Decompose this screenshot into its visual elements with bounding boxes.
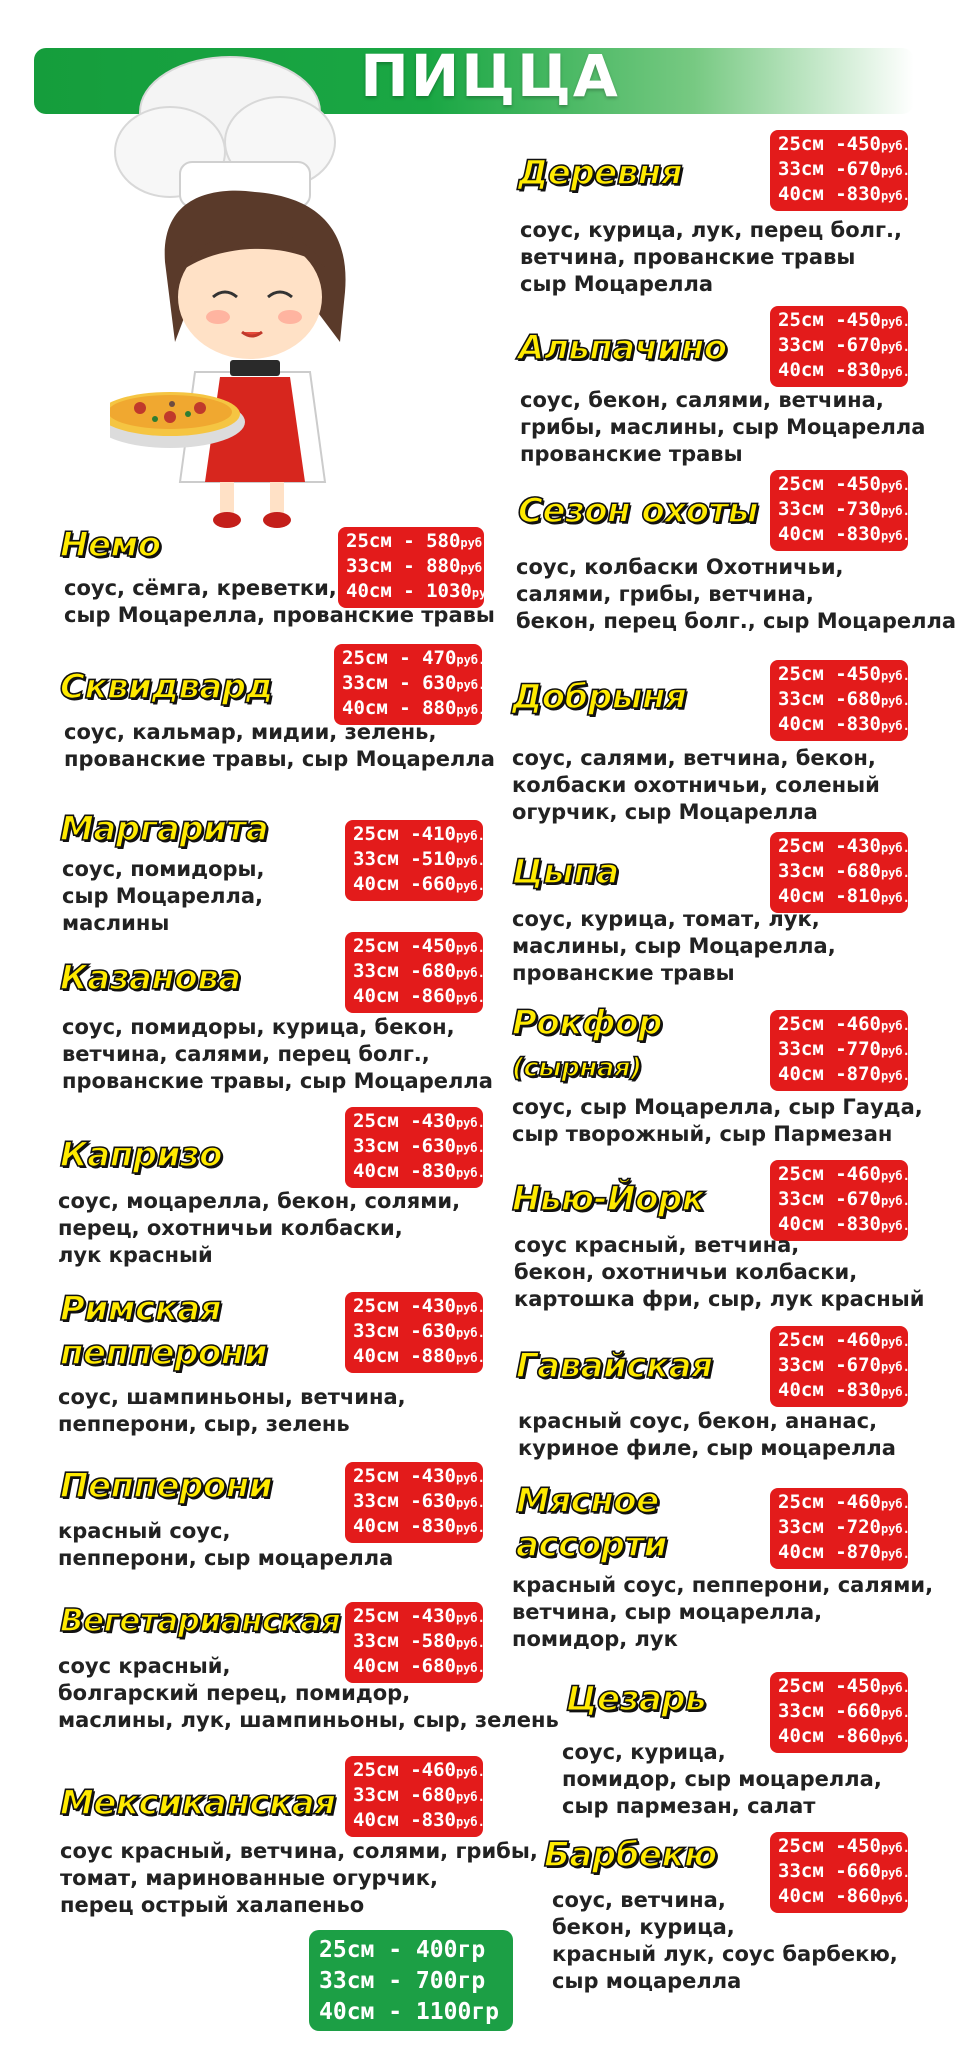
pizza-name-roman-pepperoni: Римская (60, 1289, 222, 1329)
pizza-name-meat-assorted-line2: ассорти (516, 1525, 667, 1565)
pizza-name-pepperoni: Пепперони (60, 1466, 273, 1506)
pizza-name-tsypa: Цыпа (512, 852, 619, 892)
pizza-desc-hawaiian: красный соус, бекон, ананас, куриное филе, сыр моцарелла (518, 1409, 896, 1460)
price-box-caprizo: 25см -430руб. 33см -630руб. 40см -830руб. (345, 1107, 483, 1188)
pizza-name-roquefort-line2: (сырная) (512, 1053, 642, 1083)
price-box-tsypa: 25см -430руб. 33см -680руб. 40см -810руб. (770, 832, 908, 913)
pizza-name-caprizo: Капризо (60, 1135, 223, 1175)
chef-girl-illustration (110, 42, 390, 542)
price-box-bbq: 25см -450руб. 33см -660руб. 40см -860руб. (770, 1832, 908, 1913)
pizza-desc-pepperoni: красный соус, пепперони, сыр моцарелла (58, 1519, 394, 1570)
pizza-name-margarita: Маргарита (60, 809, 269, 849)
price-box-hawaiian: 25см -460руб. 33см -670руб. 40см -830руб. (770, 1326, 908, 1407)
price-box-new-york: 25см -460руб. 33см -670руб. 40см -830руб. (770, 1160, 908, 1241)
pizza-desc-caesar: соус, курица, помидор, сыр моцарелла, сыр пармезан, салат (562, 1740, 882, 1818)
pizza-desc-kazanova: соус, помидоры, курица, бекон, ветчина, салями, перец болг., прованские травы, сыр Моцарелла (62, 1015, 493, 1093)
pizza-desc-bbq: соус, ветчина, бекон, курица, красный лук, соус барбекю, сыр моцарелла (552, 1888, 898, 1993)
pizza-name-roquefort: Рокфор (512, 1003, 662, 1043)
pizza-desc-roman-pepperoni: соус, шампиньоны, ветчина, пепперони, сыр, зелень (58, 1385, 406, 1436)
price-box-caesar: 25см -450руб. 33см -660руб. 40см -860руб. (770, 1672, 908, 1753)
pizza-name-hunting-season: Сезон охоты (518, 491, 759, 531)
pizza-desc-caprizo: соус, моцарелла, бекон, солями, перец, охотничьи колбаски, лук красный (58, 1189, 461, 1267)
pizza-name-caesar: Цезарь (566, 1679, 707, 1719)
pizza-name-derevnya: Деревня (518, 153, 683, 193)
price-box-hunting-season: 25см -450руб. 33см -730руб. 40см -830руб. (770, 470, 908, 551)
pizza-desc-meat-assorted: красный соус, пепперони, салями, ветчина, сыр моцарелла, помидор, лук (512, 1573, 934, 1651)
price-box-nemo: 25см - 580руб. 33см - 880руб. 40см - 1030руб. (338, 527, 484, 608)
pizza-name-kazanova: Казанова (60, 958, 241, 998)
pizza-desc-nemo: соус, сёмга, креветки, сыр Моцарелла, прованские травы (64, 576, 495, 627)
price-box-squidward: 25см - 470руб. 33см - 630руб. 40см - 880руб. (334, 644, 482, 725)
price-box-roman-pepperoni: 25см -430руб. 33см -630руб. 40см -880руб. (345, 1292, 483, 1373)
price-box-meat-assorted: 25см -460руб. 33см -720руб. 40см -870руб. (770, 1488, 908, 1569)
pizza-desc-derevnya: соус, курица, лук, перец болг., ветчина, прованские травы сыр Моцарелла (520, 218, 902, 296)
pizza-name-vegetarian: Вегетарианская (60, 1603, 341, 1639)
pizza-name-roman-pepperoni-line2: пепперони (60, 1333, 268, 1373)
weights-box: 25см - 400гр 33см - 700гр 40см - 1100гр (309, 1930, 513, 2031)
pizza-name-hawaiian: Гавайская (516, 1346, 713, 1386)
pizza-name-bbq: Барбекю (544, 1835, 717, 1875)
pizza-desc-margarita: соус, помидоры, сыр Моцарелла, маслины (62, 857, 265, 935)
pizza-name-dobrynya: Добрыня (512, 677, 687, 717)
pizza-desc-mexican: соус красный, ветчина, солями, грибы, томат, маринованные огурчик, перец острый халапеньо (60, 1839, 538, 1917)
pizza-name-mexican: Мексиканская (60, 1783, 336, 1823)
pizza-name-alpachino: Альпачино (518, 328, 727, 368)
price-box-vegetarian: 25см -430руб. 33см -580руб. 40см -680руб. (345, 1602, 483, 1683)
pizza-desc-squidward: соус, кальмар, мидии, зелень, прованские травы, сыр Моцарелла (64, 720, 495, 771)
price-box-alpachino: 25см -450руб. 33см -670руб. 40см -830руб. (770, 306, 908, 387)
pizza-desc-hunting-season: соус, колбаски Охотничьи, салями, грибы, ветчина, бекон, перец болг., сыр Моцарелла (516, 555, 957, 633)
price-box-roquefort: 25см -460руб. 33см -770руб. 40см -870руб. (770, 1010, 908, 1091)
page-title: ПИЦЦА (360, 42, 620, 110)
price-box-dobrynya: 25см -450руб. 33см -680руб. 40см -830руб. (770, 660, 908, 741)
pizza-desc-dobrynya: соус, салями, ветчина, бекон, колбаски охотничьи, соленый огурчик, сыр Моцарелла (512, 746, 880, 824)
price-box-pepperoni: 25см -430руб. 33см -630руб. 40см -830руб. (345, 1462, 483, 1543)
pizza-name-meat-assorted: Мясное (516, 1481, 659, 1521)
pizza-name-new-york: Нью-Йорк (512, 1179, 705, 1219)
price-box-mexican: 25см -460руб. 33см -680руб. 40см -830руб. (345, 1756, 483, 1837)
pizza-desc-alpachino: соус, бекон, салями, ветчина, грибы, маслины, сыр Моцарелла прованские травы (520, 388, 926, 466)
pizza-desc-vegetarian: соус красный, болгарский перец, помидор, маслины, лук, шампиньоны, сыр, зелень (58, 1654, 559, 1732)
pizza-desc-tsypa: соус, курица, томат, лук, маслины, сыр Моцарелла, прованские травы (512, 907, 836, 985)
pizza-desc-roquefort: соус, сыр Моцарелла, сыр Гауда, сыр творожный, сыр Пармезан (512, 1095, 923, 1146)
price-box-margarita: 25см -410руб. 33см -510руб. 40см -660руб. (345, 820, 483, 901)
pizza-name-squidward: Сквидвард (60, 667, 273, 707)
price-box-derevnya: 25см -450руб. 33см -670руб. 40см -830руб. (770, 130, 908, 211)
pizza-name-nemo: Немо (60, 525, 161, 565)
pizza-desc-new-york: соус красный, ветчина, бекон, охотничьи колбаски, картошка фри, сыр, лук красный (514, 1233, 925, 1311)
price-box-kazanova: 25см -450руб. 33см -680руб. 40см -860руб. (345, 932, 483, 1013)
